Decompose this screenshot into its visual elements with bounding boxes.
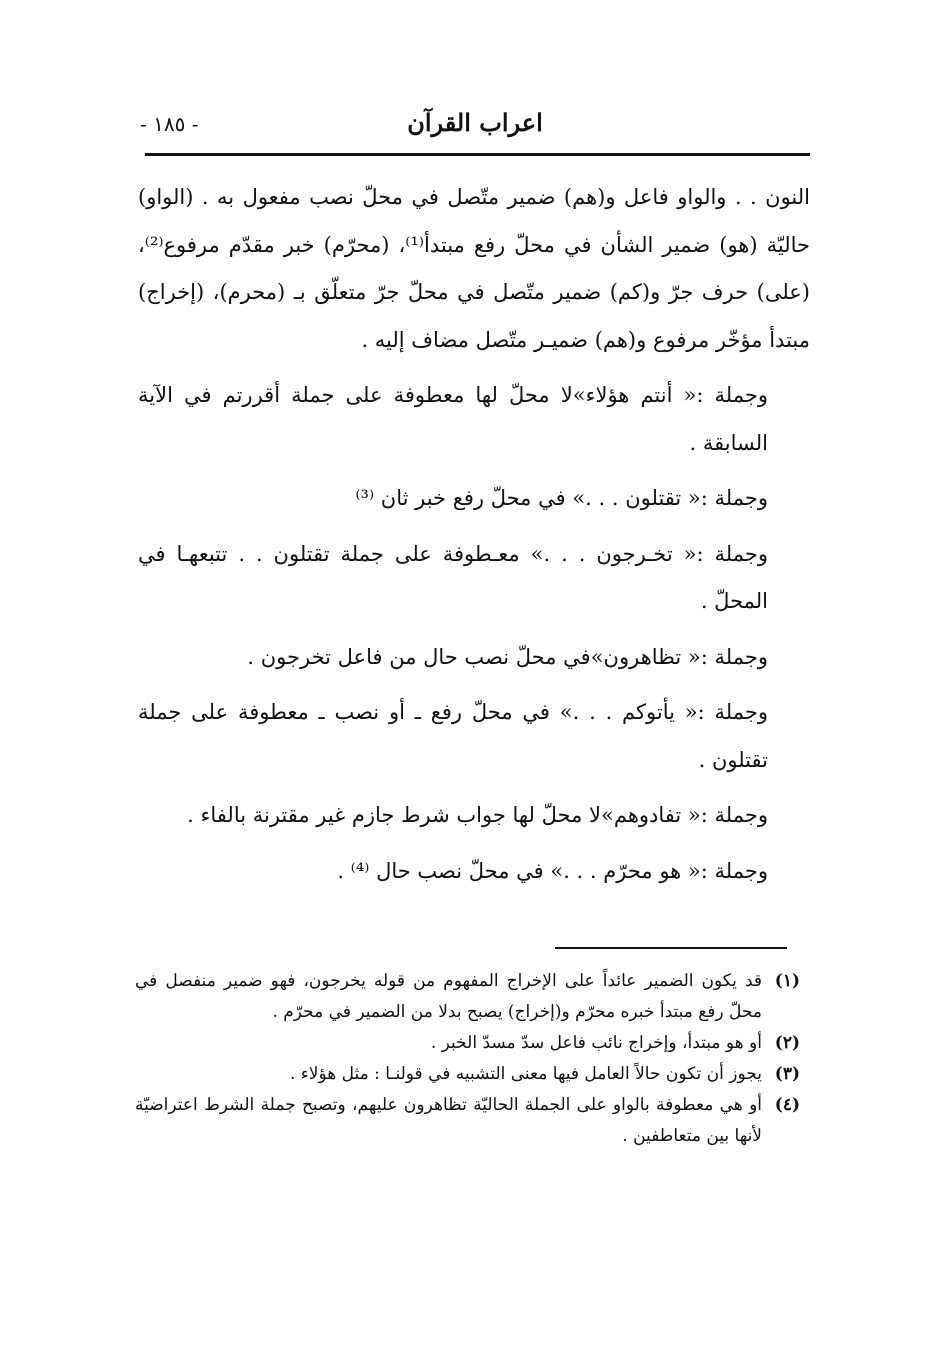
paragraph-sentence-3: وجملة :« تخـرجون . . .» معـطوفة على جملة تقتلون . . تتبعهـا في المحلّ . <box>138 541 768 613</box>
footnote-text: أو هي معطوفة بالواو على الجملة الحاليّة تظاهرون عليهم، وتصبح جملة الشرط اعتراضيّة لأنها بين متعاطفين . <box>135 1095 762 1146</box>
running-title: اعراب القرآن <box>407 108 543 137</box>
footnote-number: (٤) <box>774 1095 800 1115</box>
footnote-number: (١) <box>774 971 800 991</box>
footnotes <box>135 966 800 1152</box>
paragraph-sentence-6: وجملة :« تفادوهم»لا محلّ لها جواب شرط جازم غير مقترنة بالفاء . <box>187 803 768 827</box>
paragraph-sentence-2: وجملة :« تقتلون . . .» في محلّ رفع خبر ثان ⁽³⁾ <box>355 486 768 510</box>
paragraph-sentence-4: وجملة :« تظاهرون»في محلّ نصب حال من فاعل تخرجون . <box>247 644 768 669</box>
page-number: - ١٨٥ - <box>140 112 199 136</box>
paragraph-grammar-analysis: النون . . والواو فاعل و(هم) ضمير متّصل في محلّ نصب مفعول به . (الواو) حاليّة (هو) ضمير الشأن في محلّ رفع مبتدأ⁽¹⁾، (محرّم) خبر مقدّم مرفوع⁽²⁾، (على) حرف جرّ و(كم) ضمير متّصل في محلّ جرّ متعلّق بـ (محرم)، (إخراج) مبتدأ مؤخّر مرفوع و(هم) ضميـر متّصل مضاف إليه . <box>138 185 810 352</box>
footnote <box>135 1059 800 1090</box>
footnote-text: أو هو مبتدأ، وإخراج نائب فاعل سدّ مسدّ الخبر . <box>430 1033 762 1053</box>
footnote-text: يجوز أن تكون حالاً العامل فيها معنى التشبيه في قولنـا : مثل هؤلاء . <box>290 1064 762 1084</box>
footnote-text: قد يكون الضمير عائداً على الإخراج المفهوم من قوله يخرجون، فهو ضمير منفصل في محلّ رفع مبتدأ خبره محرّم و(إخراج) يصبح بدلا من الضمير في محرّم . <box>135 971 762 1022</box>
main-text <box>138 174 810 895</box>
footnote-rule <box>555 947 787 949</box>
paragraph-sentence-5: وجملة :« يأتوكم . . .» في محلّ رفع ـ أو نصب ـ معطوفة على جملة تقتلون . <box>138 700 768 772</box>
paragraph-sentence-7: وجملة :« هو محرّم . . .» في محلّ نصب حال ⁽⁴⁾ . <box>337 858 768 883</box>
paragraph-sentence-1: وجملة :« أنتم هؤلاء»لا محلّ لها معطوفة على جملة أقررتم في الآية السابقة . <box>138 383 768 455</box>
footnote <box>135 966 800 1028</box>
footnote <box>135 1090 800 1152</box>
page-header <box>140 108 810 148</box>
header-rule <box>145 153 810 156</box>
footnote <box>135 1028 800 1059</box>
footnote-number: (٢) <box>774 1033 800 1053</box>
footnote-number: (٣) <box>774 1064 800 1084</box>
